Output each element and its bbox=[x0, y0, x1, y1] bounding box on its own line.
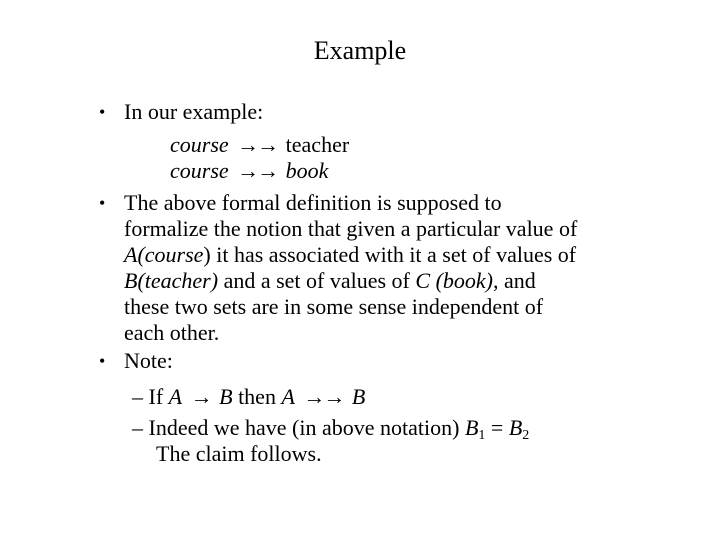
var-a: A bbox=[168, 384, 183, 409]
bullet-2-line-2: formalize the notion that given a particular value of bbox=[124, 216, 578, 241]
sub-bullet-2 bbox=[132, 415, 529, 441]
fd-course-book bbox=[170, 158, 328, 184]
bullet-2-line-1: The above formal definition is supposed to bbox=[124, 190, 502, 215]
equals: = bbox=[485, 415, 509, 440]
then-word: then bbox=[232, 384, 282, 409]
bullet-3-text: Note: bbox=[124, 348, 173, 373]
attr-c-book: C (book) bbox=[415, 268, 493, 293]
bullet-2-line-5: these two sets are in some sense independent of bbox=[124, 294, 544, 319]
var-b1: B bbox=[464, 415, 479, 440]
fd-rhs: teacher bbox=[285, 132, 350, 157]
var-b: B bbox=[219, 384, 233, 409]
subscript-2: 2 bbox=[522, 428, 530, 443]
fd-lhs: course bbox=[170, 158, 229, 183]
dash-marker: – bbox=[132, 384, 143, 409]
fd-lhs: course bbox=[170, 132, 229, 157]
var-b: B bbox=[351, 384, 366, 409]
fd-rhs: book bbox=[285, 158, 329, 183]
subscript-1: 1 bbox=[478, 428, 486, 443]
line-3-rest: ) it has associated with it a set of values of bbox=[203, 242, 577, 267]
sub-bullet-1 bbox=[132, 384, 365, 410]
if-word: If bbox=[148, 384, 169, 409]
multivalued-arrow-icon: →→ bbox=[237, 132, 278, 157]
bullet-2-line-6: each other. bbox=[124, 320, 220, 345]
bullet-2-line-4 bbox=[124, 268, 536, 294]
fd-arrow-icon: → bbox=[190, 384, 211, 409]
dash-marker: – bbox=[132, 415, 143, 440]
var-b2: B bbox=[508, 415, 523, 440]
attr-a: A( bbox=[124, 242, 145, 267]
sub-bullet-2-continuation: The claim follows. bbox=[156, 441, 322, 466]
multivalued-arrow-icon: →→ bbox=[303, 384, 344, 409]
line-4-end: , and bbox=[492, 268, 536, 293]
fd-course-teacher bbox=[170, 132, 349, 158]
bullet-marker: • bbox=[99, 193, 106, 213]
attr-b-teacher: B(teacher) bbox=[124, 268, 219, 293]
var-a: A bbox=[281, 384, 295, 409]
bullet-2-line-3 bbox=[124, 242, 576, 268]
multivalued-arrow-icon: →→ bbox=[237, 158, 278, 183]
page-title: Example bbox=[313, 36, 407, 65]
bullet-marker: • bbox=[99, 351, 106, 371]
sub-2-text: Indeed we have (in above notation) bbox=[148, 415, 465, 440]
bullet-1-text: In our example: bbox=[124, 99, 264, 124]
attr-course: course bbox=[144, 242, 204, 267]
line-4-mid: and a set of values of bbox=[218, 268, 416, 293]
bullet-marker: • bbox=[99, 102, 106, 122]
